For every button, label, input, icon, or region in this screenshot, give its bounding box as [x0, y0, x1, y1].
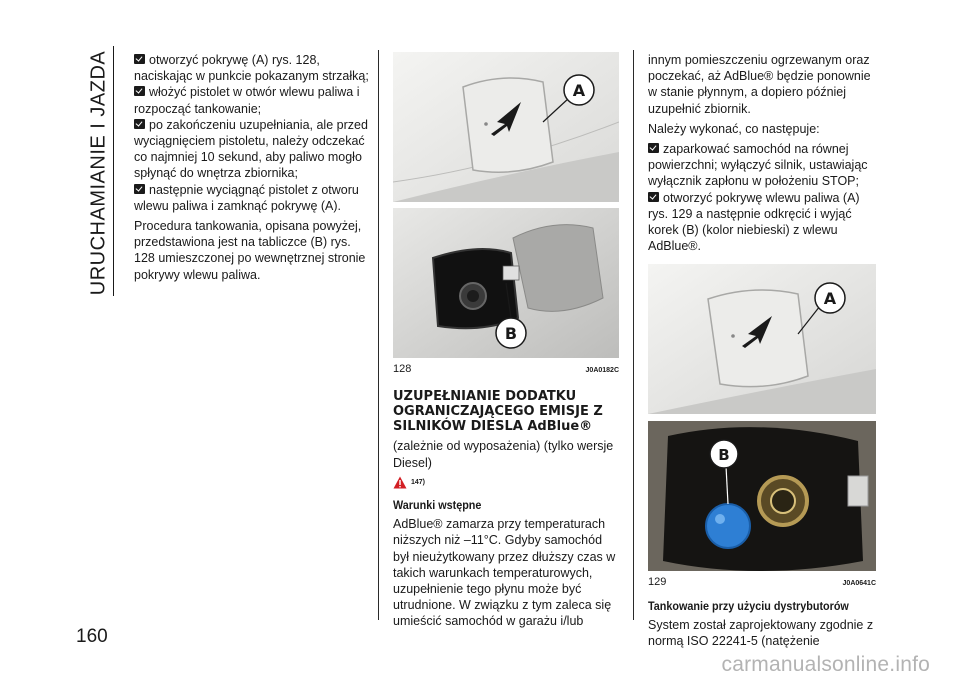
warning-reference: 147) — [393, 475, 619, 491]
figure-128 — [393, 52, 619, 358]
column-3 — [648, 52, 876, 653]
checkbox-bullet-icon — [134, 54, 145, 64]
section-rule — [113, 46, 114, 296]
column-1 — [134, 52, 370, 287]
body-paragraph: Procedura tankowania, opisana powyżej, przedstawiona jest na tabliczce (B) rys. 128 umieszczonej po wewnętrznej stronie pokrywy wlewu paliwa. — [134, 219, 366, 282]
body-paragraph: System został zaprojektowany zgodnie z normą ISO 22241-5 (natężenie — [648, 618, 874, 649]
body-paragraph: AdBlue® zamarza przy temperaturach niższych niż –11°C. Gdyby samochód był nieużytkowany przez dłuższy czas w takich warunkach temperaturowych, uzupełnienie tego płynu może być utrudnione. W związku z tym zaleca się umieścić samochód w garażu i/lub — [393, 517, 616, 629]
bullet-item: otworzyć pokrywę (A) rys. 128, naciskając w punkcie pokazanym strzałką; — [134, 53, 369, 84]
label-plate — [503, 266, 519, 280]
warning-triangle-icon — [393, 476, 407, 489]
body-paragraph: innym pomieszczeniu ogrzewanym oraz poczekać, aż AdBlue® będzie ponownie w stanie płynnym, a dopiero później uzupełnić zbiornik. — [648, 53, 871, 116]
heading-note: (zależnie od wyposażenia) (tylko wersje Diesel) — [393, 439, 614, 470]
bullet-item: następnie wyciągnąć pistolet z otworu wlewu paliwa i zamknąć pokrywę (A). — [134, 182, 359, 213]
figure-number: 129 — [648, 575, 667, 588]
figure-code: J0A0182C — [585, 367, 619, 375]
body-paragraph: Należy wykonać, co następuje: — [648, 121, 820, 136]
section-heading: UZUPEŁNIANIE DODATKU OGRANICZAJĄCEGO EMISJE Z SILNIKÓW DIESLA AdBlue® — [393, 389, 603, 435]
figure-caption — [393, 361, 619, 379]
figure-number: 128 — [393, 363, 412, 376]
checkbox-bullet-icon — [648, 192, 659, 202]
checkbox-bullet-icon — [134, 184, 145, 194]
figure-caption — [648, 574, 876, 592]
bullet-item: otworzyć pokrywę wlewu paliwa (A) rys. 129 a następnie odkręcić i wyjąć korek (B) (kolor niebieski) z wlewu AdBlue®. — [648, 190, 860, 254]
figure-code: J0A0641C — [842, 579, 876, 587]
watermark: carmanualsonline.info — [721, 653, 930, 676]
fuel-flap-closed-photo — [393, 52, 619, 202]
subheading: Tankowanie przy użyciu dystrybutorów — [648, 598, 849, 613]
bullet-item: włożyć pistolet w otwór wlewu paliwa i rozpocząć tankowanie; — [134, 85, 360, 116]
column-divider — [378, 50, 379, 620]
page-number: 160 — [76, 626, 108, 647]
fuel-flap-closed-photo — [648, 264, 876, 414]
bullet-item: po zakończeniu uzupełniania, ale przed wyciągnięciem pistoletu, należy odczekać co najmniej 10 sekund, aby paliwo mogło spłynąć do wnętrza zbiornika; — [134, 117, 368, 181]
svg-text:B: B — [718, 445, 730, 464]
figure-129 — [648, 264, 876, 570]
adblue-filler-open-photo — [648, 421, 876, 571]
fuel-flap — [708, 290, 808, 387]
svg-text:A: A — [572, 81, 586, 100]
fuel-filler-open-photo — [393, 208, 619, 358]
svg-text:A: A — [823, 289, 837, 309]
checkbox-bullet-icon — [134, 86, 145, 96]
bullet-item: zaparkować samochód na równej powierzchni; wyłączyć silnik, ustawiając wyłącznik zapłonu w położeniu STOP; — [648, 142, 868, 189]
column-2 — [393, 52, 619, 634]
checkbox-bullet-icon — [134, 119, 145, 129]
subheading: Warunki wstępne — [393, 498, 482, 513]
checkbox-bullet-icon — [648, 143, 659, 153]
svg-text:B: B — [504, 324, 518, 344]
section-title: URUCHAMIANIE I JAZDA — [87, 50, 110, 296]
adblue-cap — [706, 504, 750, 548]
column-divider — [633, 50, 634, 620]
